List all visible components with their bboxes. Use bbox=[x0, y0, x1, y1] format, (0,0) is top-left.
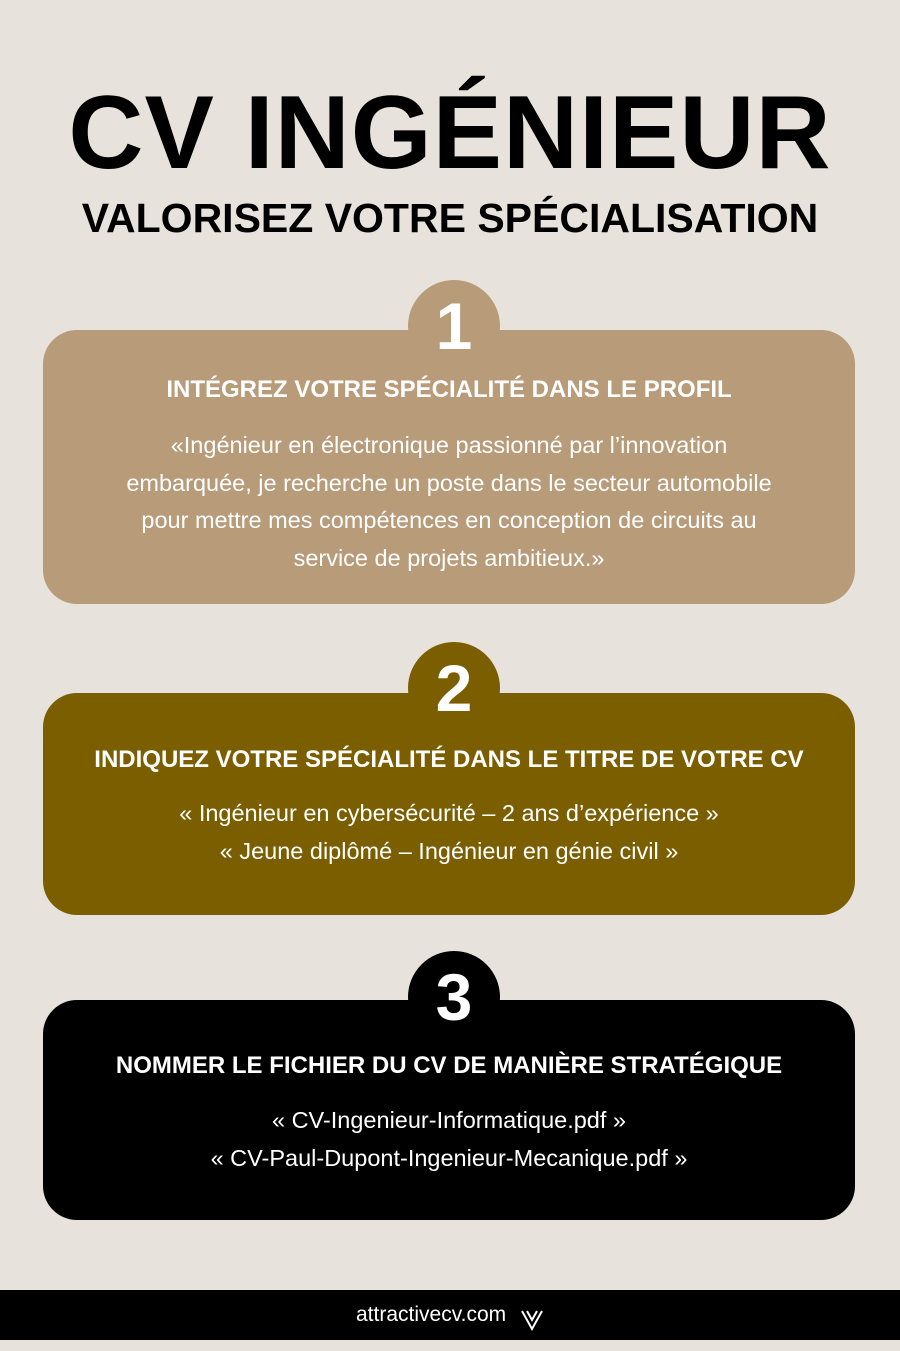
step-1-heading: INTÉGREZ VOTRE SPÉCIALITÉ DANS LE PROFIL bbox=[166, 376, 732, 403]
footer-bar bbox=[0, 1290, 900, 1340]
step-3-line: « CV-Paul-Dupont-Ingenieur-Mecanique.pdf » bbox=[210, 1144, 688, 1171]
page-subtitle: VALORISEZ VOTRE SPÉCIALISATION bbox=[81, 195, 819, 241]
step-3-body bbox=[83, 1102, 815, 1177]
step-2-body bbox=[83, 795, 815, 870]
v-logo-icon bbox=[520, 1301, 544, 1325]
step-3-heading: NOMMER LE FICHIER DU CV DE MANIÈRE STRATÉGIQUE bbox=[115, 1052, 783, 1079]
step-1-number-badge: 1 bbox=[408, 280, 500, 372]
step-1-line: service de projets ambitieux.» bbox=[293, 544, 605, 571]
step-2-heading: INDIQUEZ VOTRE SPÉCIALITÉ DANS LE TITRE DE VOTRE CV bbox=[94, 746, 804, 773]
step-1-body bbox=[83, 427, 815, 577]
step-1-line: pour mettre mes compétences en conception de circuits au bbox=[141, 507, 757, 533]
step-3-line: « CV-Ingenieur-Informatique.pdf » bbox=[271, 1107, 626, 1133]
step-2-line: « Ingénieur en cybersécurité – 2 ans d’expérience » bbox=[179, 800, 719, 826]
step-3-number-badge: 3 bbox=[408, 951, 500, 1043]
page-title: CV INGÉNIEUR bbox=[68, 75, 832, 191]
step-2-number-badge: 2 bbox=[408, 642, 500, 734]
site-link[interactable]: attractivecv.com bbox=[356, 1303, 507, 1326]
step-1-line: «Ingénieur en électronique passionné par l’innovation bbox=[170, 432, 728, 458]
step-2-line: « Jeune diplômé – Ingénieur en génie civil » bbox=[219, 837, 679, 864]
step-1-line: embarquée, je recherche un poste dans le secteur automobile bbox=[126, 469, 772, 496]
